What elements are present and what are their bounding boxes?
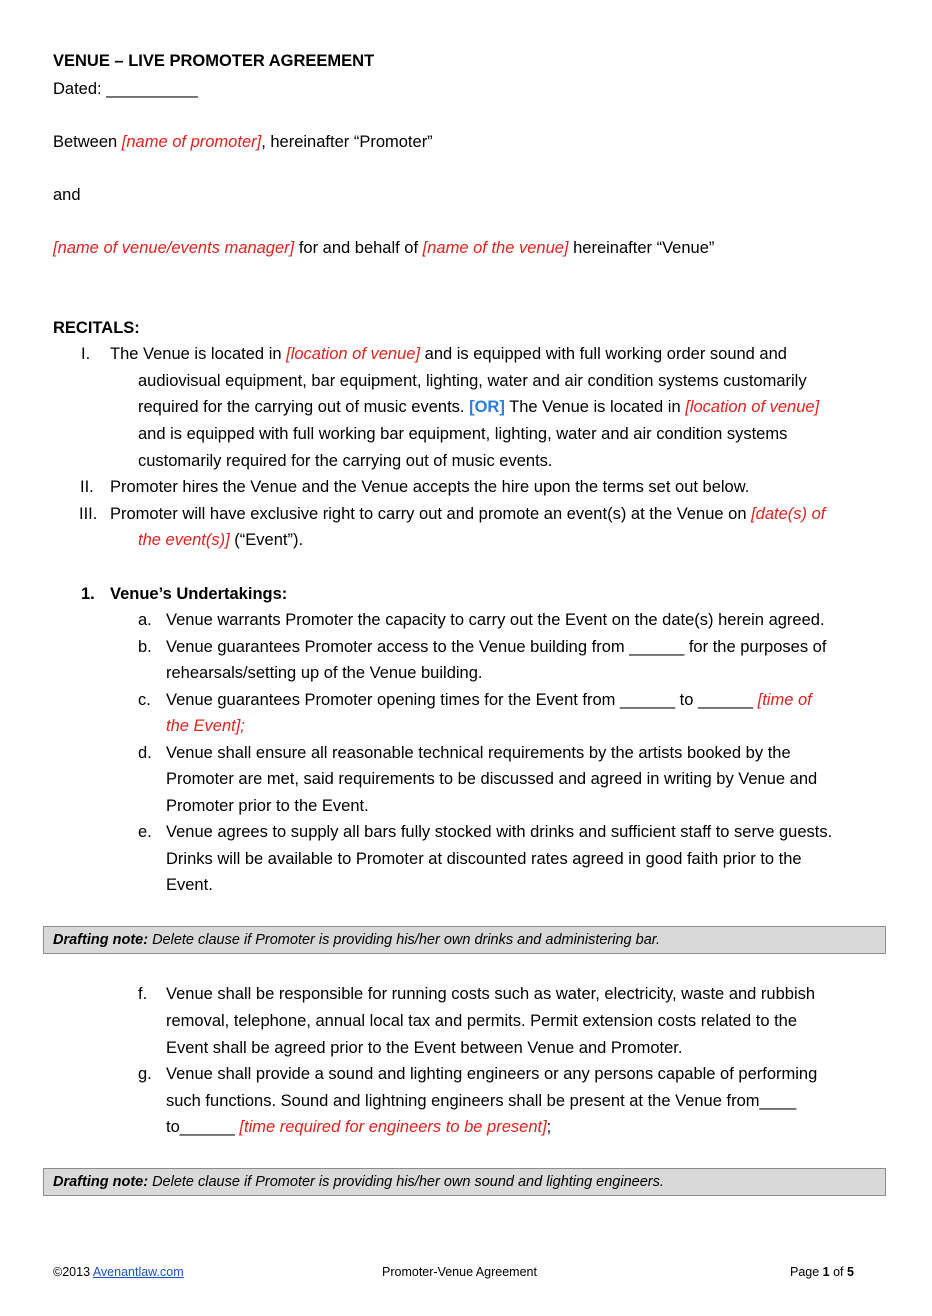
clause-b-line-1: Venue guarantees Promoter access to the Venue building from ______ for the purposes of	[166, 638, 827, 656]
clause-b-line-2: rehearsals/setting up of the Venue building.	[166, 664, 483, 682]
behalf-text: for and behalf of	[294, 239, 423, 257]
engineer-time-placeholder: [time required for engineers to be present]	[239, 1118, 547, 1136]
footer-document-name: Promoter-Venue Agreement	[382, 1265, 537, 1279]
recital-text: The Venue is located in	[110, 345, 287, 363]
event-time-placeholder: the Event];	[166, 717, 245, 735]
venue-suffix: hereinafter “Venue”	[568, 239, 715, 257]
drafting-note	[43, 926, 886, 954]
recital-number: I.	[81, 345, 91, 363]
drafting-note-text: Delete clause if Promoter is providing his/her own drinks and administering bar.	[148, 932, 661, 948]
drafting-note-text: Delete clause if Promoter is providing his/her own sound and lighting engineers.	[148, 1174, 664, 1190]
recital-number: II.	[80, 478, 94, 496]
drafting-note-label: Drafting note:	[53, 1174, 149, 1190]
recital-1-line-4: and is equipped with full working bar equipment, lighting, water and air condition systems	[138, 425, 788, 443]
event-date-placeholder: [date(s) of	[751, 505, 826, 523]
clause-d-line-2: Promoter are met, said requirements to be discussed and agreed in writing by Venue and	[166, 770, 818, 788]
clause-letter: d.	[138, 744, 152, 762]
clause-letter: f.	[138, 985, 148, 1003]
recital-2-line-1: Promoter hires the Venue and the Venue accepts the hire upon the terms set out below.	[110, 478, 750, 496]
clause-text: to______	[166, 1118, 240, 1136]
between-suffix: , hereinafter “Promoter”	[261, 133, 433, 151]
footer-page-number	[790, 1265, 854, 1279]
section-number: 1.	[81, 585, 95, 603]
recital-text: The Venue is located in	[504, 398, 686, 416]
clause-c-line-1	[166, 691, 812, 710]
recital-1-line-1	[110, 345, 787, 364]
clause-c-line-2	[166, 717, 245, 736]
location-placeholder: [location of venue]	[286, 345, 421, 363]
document-title: VENUE – LIVE PROMOTER AGREEMENT	[53, 52, 375, 70]
clause-g-line-3	[166, 1118, 551, 1137]
recital-text: required for the carrying out of music events.	[138, 398, 470, 416]
clause-f-line-2: removal, telephone, annual local tax and permits. Permit extension costs related to the	[166, 1012, 798, 1030]
clause-g-line-1: Venue shall provide a sound and lighting engineers or any persons capable of performing	[166, 1065, 818, 1083]
drafting-note-label: Drafting note:	[53, 932, 149, 948]
page-total: 5	[847, 1265, 854, 1279]
page-label: Page	[790, 1265, 823, 1279]
event-date-placeholder: the event(s)]	[138, 531, 230, 549]
recital-1-line-5: customarily required for the carrying out of music events.	[138, 452, 553, 470]
parties-venue	[53, 239, 714, 258]
clause-e-line-1: Venue agrees to supply all bars fully stocked with drinks and sufficient staff to serve guests.	[166, 823, 833, 841]
promoter-name-placeholder: [name of promoter]	[121, 133, 262, 151]
clause-text: ;	[546, 1118, 552, 1136]
manager-name-placeholder: [name of venue/events manager]	[53, 239, 295, 257]
clause-f-line-3: Event shall be agreed prior to the Event between Venue and Promoter.	[166, 1039, 683, 1057]
clause-text: Venue guarantees Promoter opening times for the Event from ______ to ______	[166, 691, 758, 709]
recital-text: Promoter will have exclusive right to carry out and promote an event(s) at the Venue on	[110, 505, 752, 523]
dated-line: Dated: __________	[53, 80, 198, 98]
drafting-note	[43, 1168, 886, 1196]
clause-e-line-2: Drinks will be available to Promoter at discounted rates agreed in good faith prior to the	[166, 850, 802, 868]
section-heading: Venue’s Undertakings:	[110, 585, 288, 603]
footer-copyright	[53, 1265, 184, 1279]
recital-3-line-2	[138, 531, 303, 550]
event-time-placeholder: [time of	[757, 691, 812, 709]
clause-letter: c.	[138, 691, 151, 709]
clause-letter: g.	[138, 1065, 152, 1083]
clause-letter: e.	[138, 823, 152, 841]
clause-letter: b.	[138, 638, 152, 656]
venue-name-placeholder: [name of the venue]	[422, 239, 569, 257]
copyright-text: ©2013	[53, 1265, 93, 1279]
clause-e-line-3: Event.	[166, 876, 213, 894]
clause-a-line-1: Venue warrants Promoter the capacity to carry out the Event on the date(s) herein agreed.	[166, 611, 825, 629]
recital-number: III.	[79, 505, 98, 523]
location-placeholder: [location of venue]	[685, 398, 820, 416]
parties-and: and	[53, 186, 81, 204]
recital-3-line-1	[110, 505, 825, 524]
clause-d-line-1: Venue shall ensure all reasonable technical requirements by the artists booked by the	[166, 744, 791, 762]
or-marker: [OR]	[469, 398, 505, 416]
parties-between	[53, 133, 433, 152]
footer-site-link[interactable]: Avenantlaw.com	[92, 1265, 184, 1279]
recital-text: (“Event”).	[229, 531, 304, 549]
clause-g-line-2: such functions. Sound and lightning engineers shall be present at the Venue from____	[166, 1092, 797, 1110]
clause-f-line-1: Venue shall be responsible for running costs such as water, electricity, waste and rubbish	[166, 985, 816, 1003]
page-label: of	[829, 1265, 847, 1279]
between-prefix: Between	[53, 133, 122, 151]
recital-1-line-3	[138, 398, 819, 417]
recitals-heading: RECITALS:	[53, 319, 140, 337]
clause-letter: a.	[138, 611, 152, 629]
recital-text: and is equipped with full working order sound and	[420, 345, 787, 363]
page-current: 1	[822, 1265, 830, 1279]
clause-d-line-3: Promoter prior to the Event.	[166, 797, 369, 815]
recital-1-line-2: audiovisual equipment, bar equipment, lighting, water and air condition systems customarily	[138, 372, 807, 390]
